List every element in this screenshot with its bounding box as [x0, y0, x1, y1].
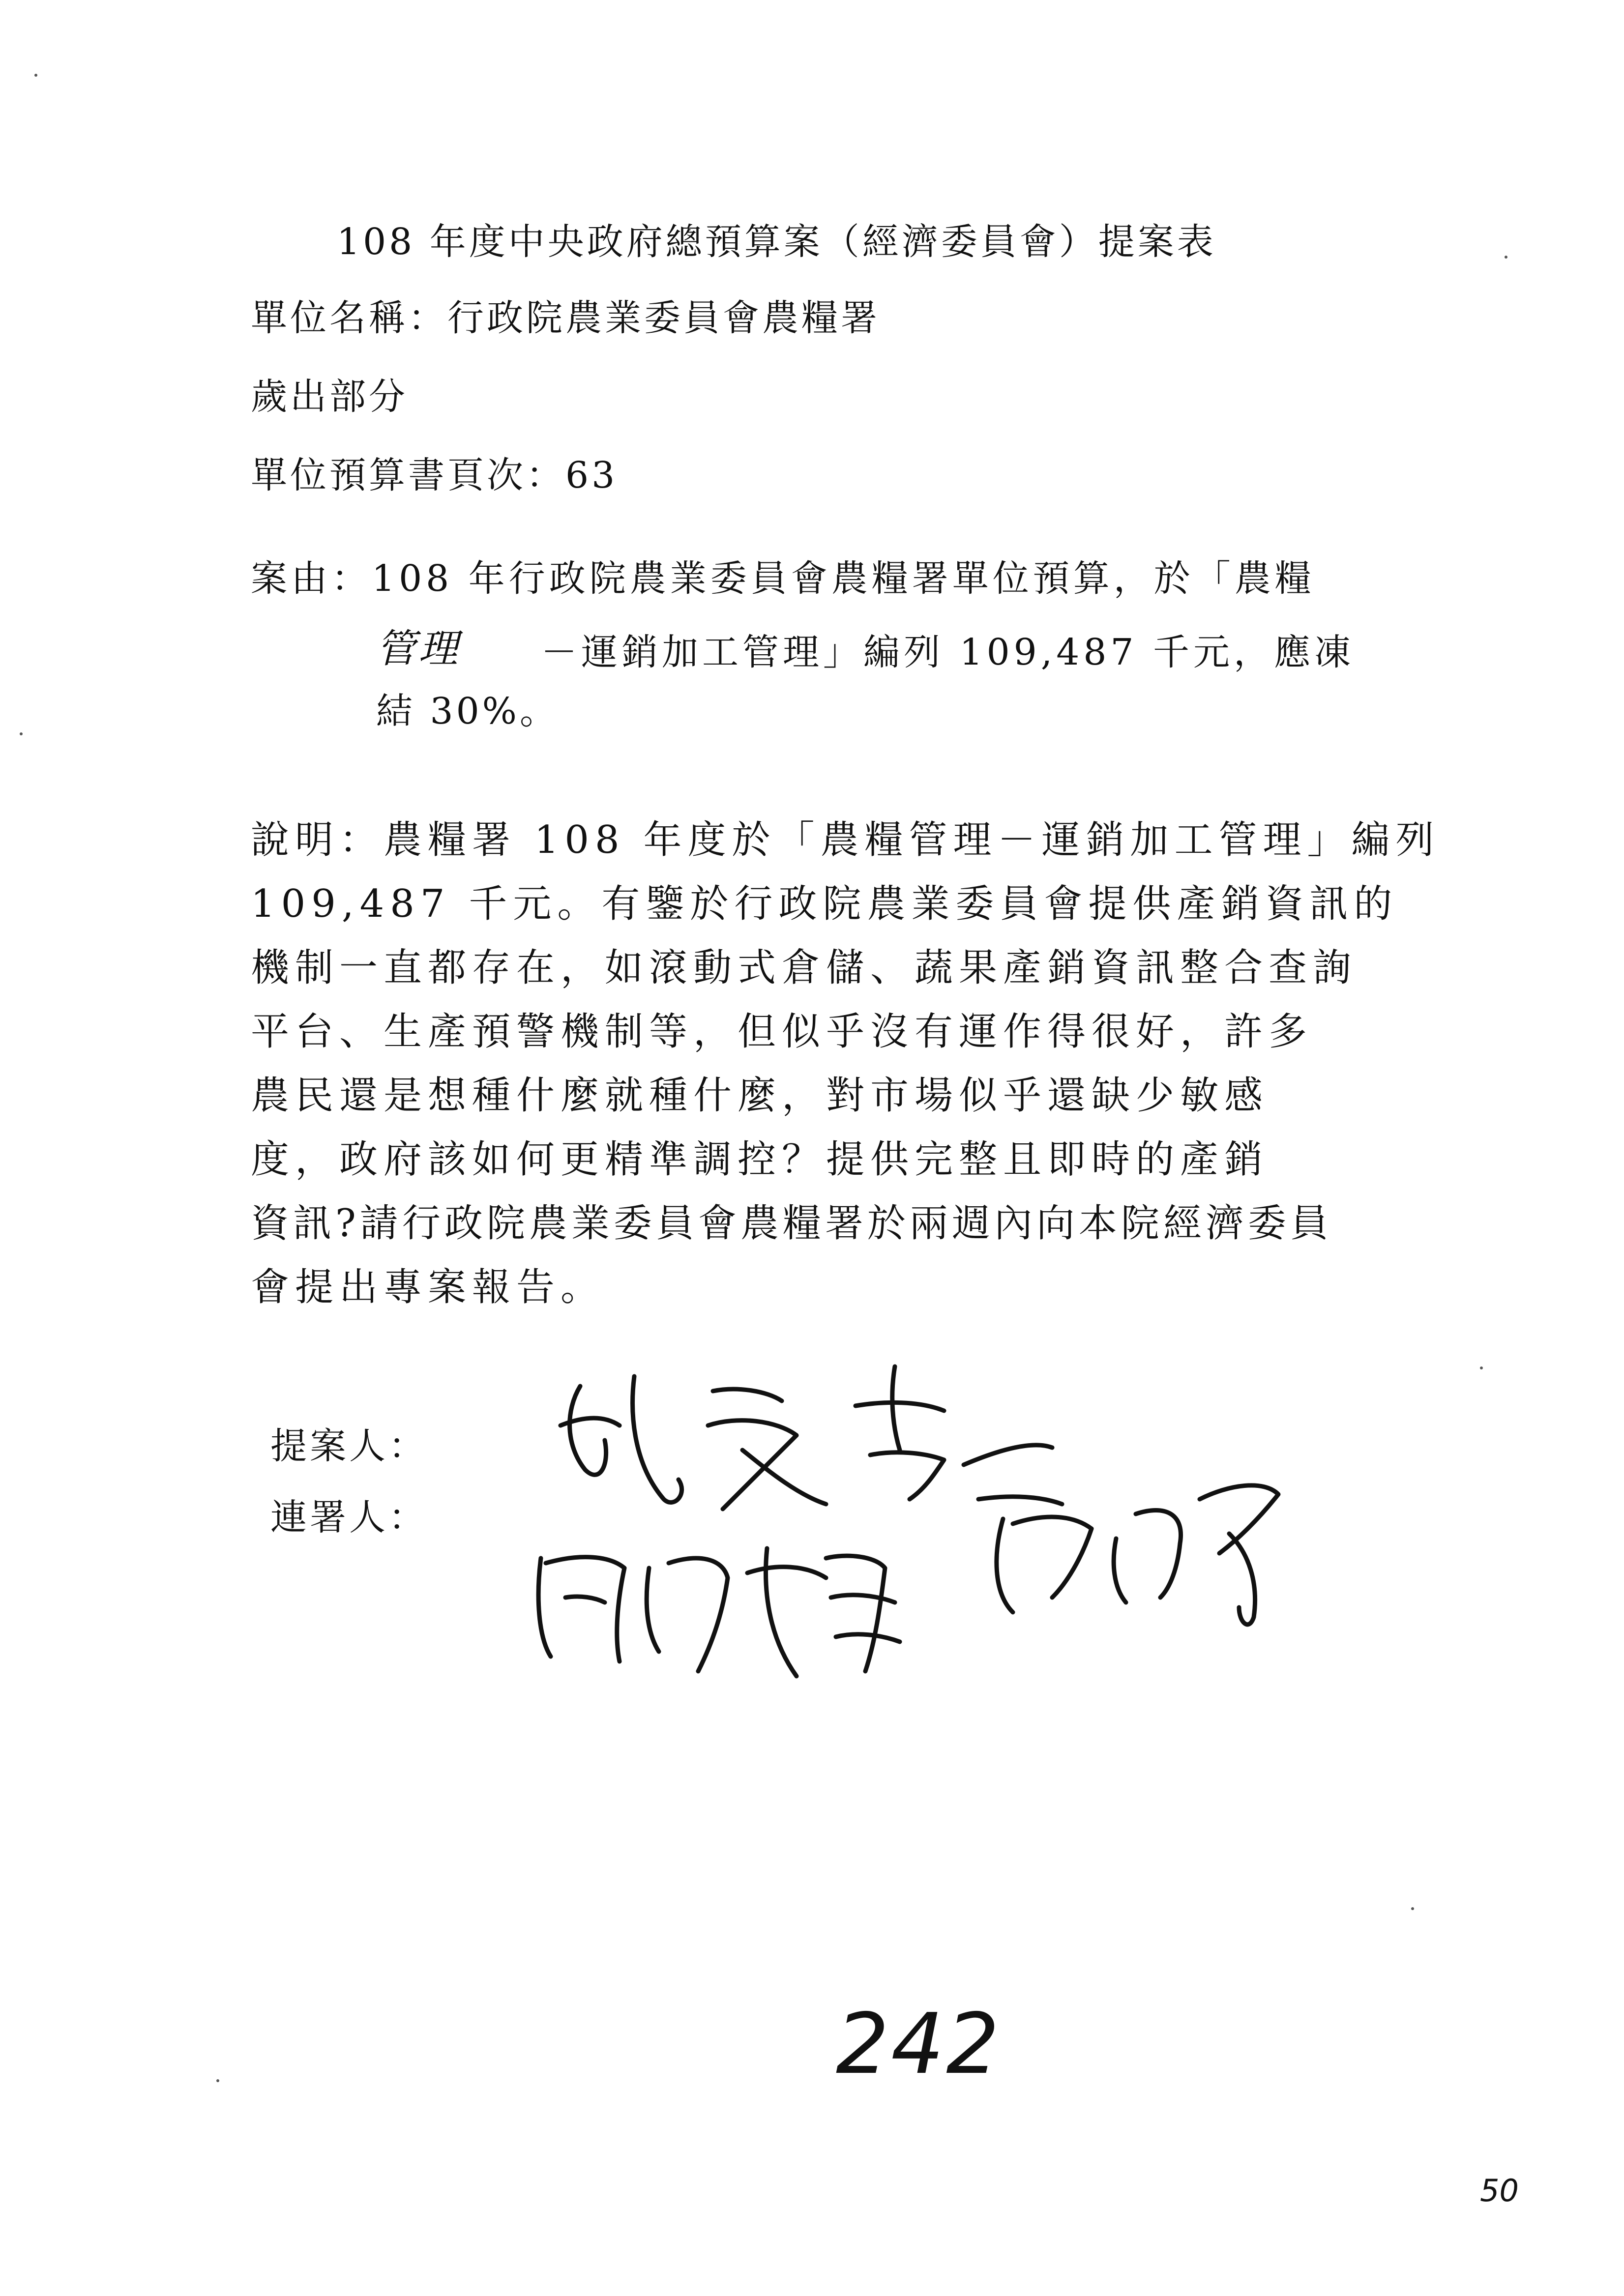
case-line-3: 結 30%。	[376, 690, 559, 732]
scan-speck	[1505, 256, 1507, 259]
section-label: 歲出部分	[251, 376, 408, 418]
budget-page-ref: 單位預算書頁次：63	[251, 454, 618, 496]
explanation-line: 機制一直都存在，如滾動式倉儲、蔬果產銷資訊整合查詢	[251, 946, 1358, 990]
case-handwritten-correction: 管理	[376, 626, 461, 671]
scan-speck	[216, 2079, 219, 2082]
scan-speck	[34, 74, 37, 77]
explanation-line: 資訊?請行政院農業委員會農糧署於兩週內向本院經濟委員	[251, 1201, 1332, 1246]
document-title: 108 年度中央政府總預算案（經濟委員會）提案表	[337, 221, 1216, 263]
scan-speck	[20, 732, 23, 735]
cosigner-label: 連署人：	[270, 1496, 428, 1539]
explanation-line: 說明：農糧署 108 年度於「農糧管理－運銷加工管理」編列	[251, 818, 1440, 862]
explanation-line: 會提出專案報告。	[251, 1265, 605, 1309]
case-line-1: 案由：108 年行政院農業委員會農糧署單位預算，於「農糧	[251, 557, 1315, 600]
unit-name: 單位名稱：行政院農業委員會農糧署	[251, 297, 880, 339]
explanation-line: 109,487 千元。有鑒於行政院農業委員會提供產銷資訊的	[251, 882, 1398, 926]
scan-speck	[1480, 1366, 1483, 1369]
explanation-line: 度，政府該如何更精準調控？提供完整且即時的產銷	[251, 1137, 1269, 1182]
explanation-line: 平台、生產預警機制等，但似乎沒有運作得很好，許多	[251, 1010, 1313, 1054]
case-line-2: －運銷加工管理」編列 109,487 千元，應凍	[541, 631, 1355, 673]
handwritten-page-number: 242	[836, 1996, 1002, 2093]
corner-page-number: 50	[1480, 2173, 1519, 2209]
scan-speck	[1411, 1907, 1414, 1910]
explanation-line: 農民還是想種什麼就種什麼，對市場似乎還缺少敏感	[251, 1074, 1269, 1118]
proposer-label: 提案人：	[270, 1425, 428, 1467]
